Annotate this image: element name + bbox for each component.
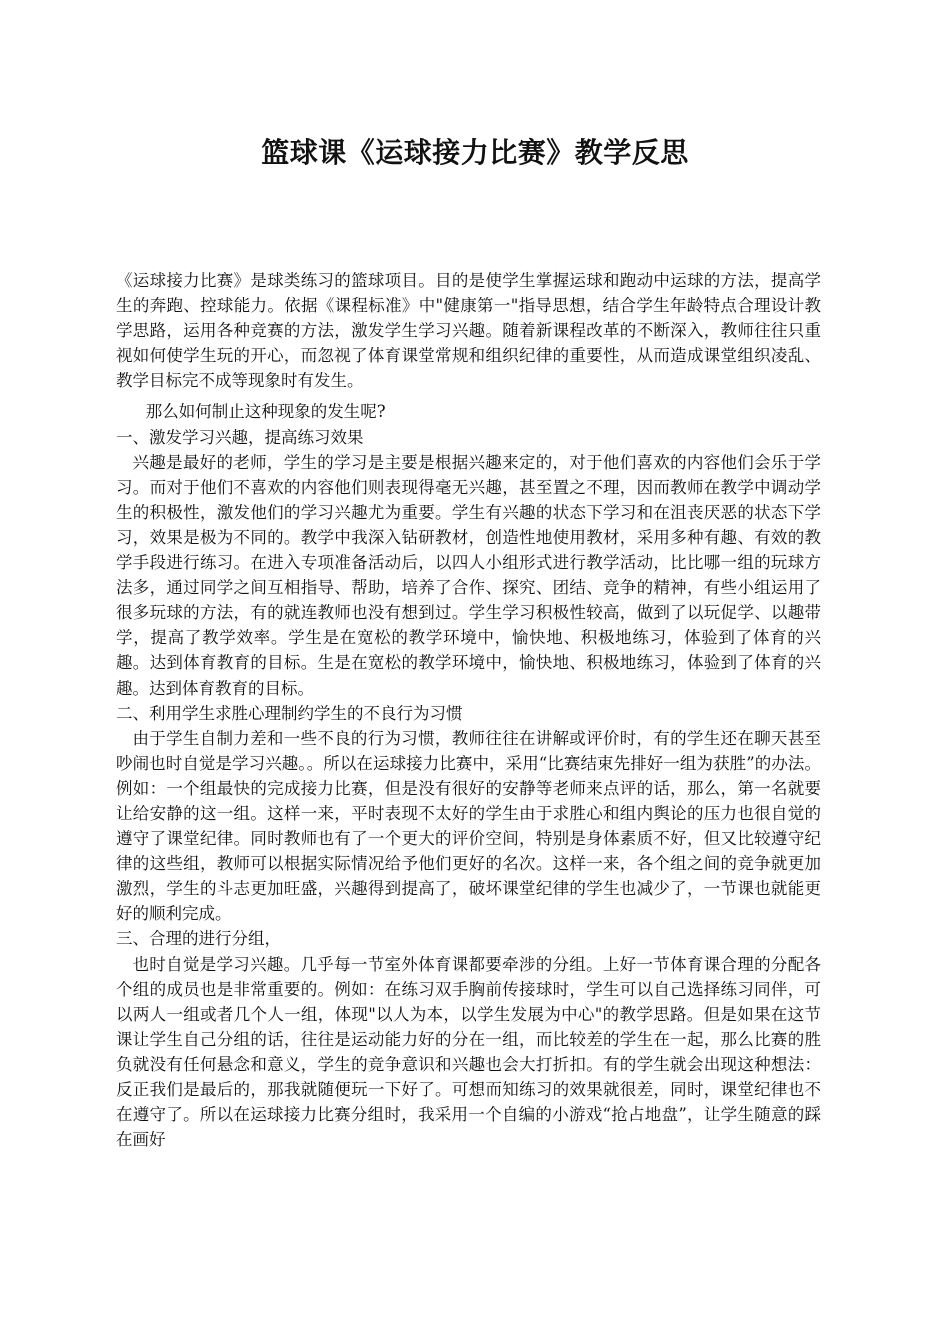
- document-body: [116, 268, 821, 1152]
- section-1-heading: 一、激发学习兴趣，提高练习效果: [116, 427, 364, 447]
- section-2-heading: 二、利用学生求胜心理制约学生的不良行为习惯: [116, 703, 463, 723]
- question-paragraph: 那么如何制止这种现象的发生呢?: [145, 402, 386, 422]
- intro-paragraph: 《运球接力比赛》是球类练习的篮球项目。目的是使学生掌握运球和跑动中运球的方法，提高学生的奔跑、控球能力。依据《课程标准》中"健康第一"指导思想，结合学生年龄特点合理设计教学思路，运用各种竞赛的方法，激发学生学习兴趣。随着新课程改革的不断深入，教师往往只重视如何使学生玩的开心，而忽视了体育课堂常规和组织纪律的重要性，从而造成课堂组织凌乱、教学目标完不成等现象时有发生。: [116, 271, 821, 391]
- section-1-body: 兴趣是最好的老师，学生的学习是主要是根据兴趣来定的，对于他们喜欢的内容他们会乐于学习。而对于他们不喜欢的内容他们则表现得毫无兴趣，甚至置之不理，因而教师在教学中调动学生的积极性，激发他们的学习兴趣尤为重要。学生有兴趣的状态下学习和在沮丧厌恶的状态下学习，效果是极为不同的。教学中我深入钻研教材，创造性地使用教材，采用多种有趣、有效的教学手段进行练习。在进入专项准备活动后，以四人小组形式进行教学活动，比比哪一组的玩球方法多，通过同学之间互相指导、帮助，培养了合作、探究、团结、竞争的精神，有些小组运用了很多玩球的方法，有的就连教师也没有想到过。学生学习积极性较高，做到了以玩促学、以趣带学，提高了教学效率。学生是在宽松的教学环境中，愉快地、积极地练习，体验到了体育的兴趣。达到体育教育的目标。生是在宽松的教学环境中，愉快地、积极地练习，体验到了体育的兴趣。达到体育教育的目标。: [116, 452, 821, 698]
- section-3-body: 也时自觉是学习兴趣。几乎每一节室外体育课都要牵涉的分组。上好一节体育课合理的分配各个组的成员也是非常重要的。例如：在练习双手胸前传接球时，学生可以自己选择练习同伴，可以两人一组或者几个人一组，体现"以人为本，以学生发展为中心"的教学思路。但是如果在这节课让学生自己分组的话，往往是运动能力好的分在一组，而比较差的学生在一起，那么比赛的胜负就没有任何悬念和意义，学生的竞争意识和兴趣也会大打折扣。有的学生就会出现这种想法：反正我们是最后的，那我就随便玩一下好了。可想而知练习的效果就很差，同时，课堂纪律也不在遵守了。所以在运球接力比赛分组时，我采用一个自编的小游戏“抢占地盘”，让学生随意的踩在画好: [116, 954, 821, 1150]
- section-2-body: 由于学生自制力差和一些不良的行为习惯，教师往往在讲解或评价时，有的学生还在聊天甚至吵闹也时自觉是学习兴趣。。所以在运球接力比赛中，采用“比赛结束先排好一组为获胜”的办法。例如：一个组最快的完成接力比赛，但是没有很好的安静等老师来点评的话，那么，第一名就要让给安静的这一组。这样一来，平时表现不太好的学生由于求胜心和组内舆论的压力也很自觉的遵守了课堂纪律。同时教师也有了一个更大的评价空间，特别是身体素质不好，但又比较遵守纪律的这些组，教师可以根据实际情况给予他们更好的名次。这样一来，各个组之间的竞争就更加激烈，学生的斗志更加旺盛，兴趣得到提高了，破坏课堂纪律的学生也减少了，一节课也就能更好的顺利完成。: [116, 728, 821, 924]
- section-3-heading: 三、合理的进行分组，: [116, 929, 281, 949]
- document-title: 篮球课《运球接力比赛》教学反思: [261, 136, 689, 169]
